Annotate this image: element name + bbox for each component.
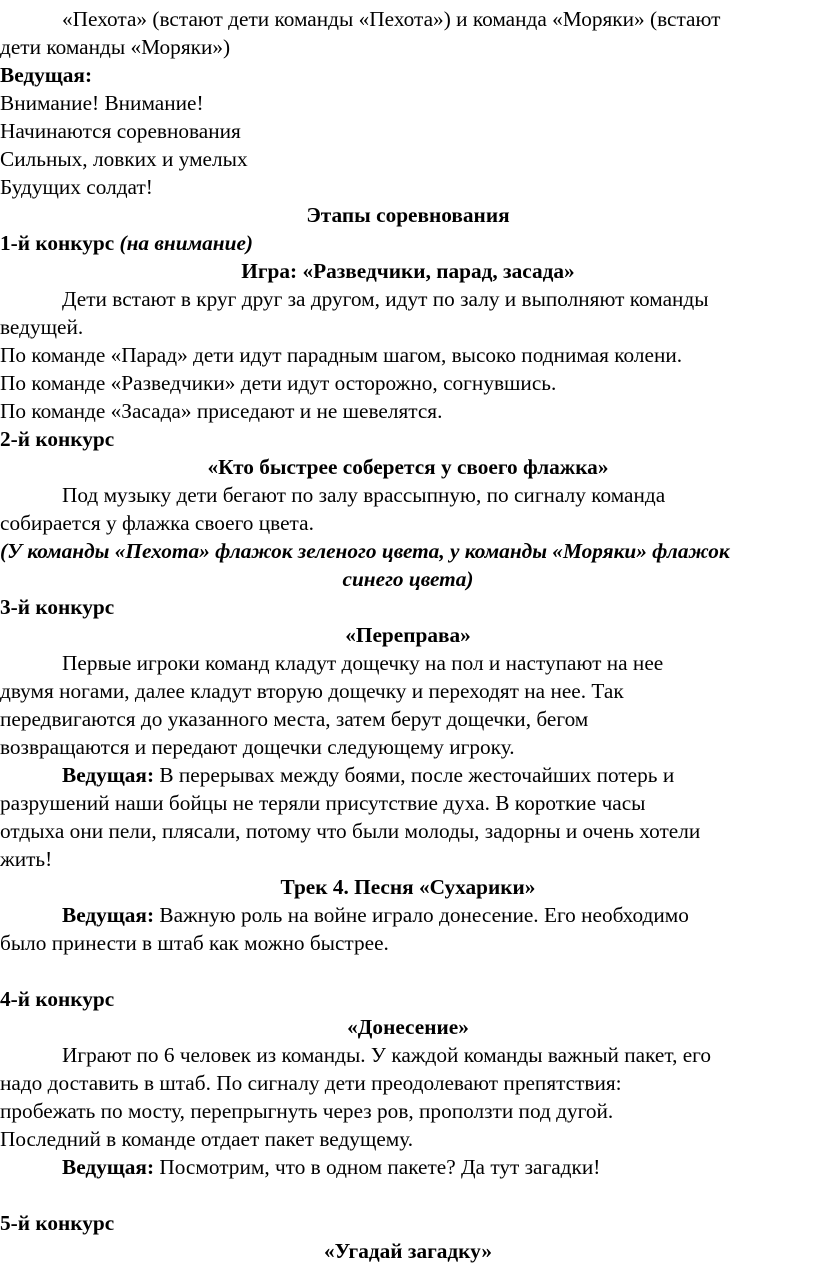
speaker-label: Ведущая: xyxy=(62,903,155,927)
section-heading: Этапы соревнования xyxy=(306,203,510,227)
speaker-text: Посмотрим, что в одном пакете? Да тут загадки! xyxy=(154,1155,601,1179)
contest-heading xyxy=(0,229,816,257)
paragraph-line: пробежать по мосту, перепрыгнуть через ров, проползти под дугой. xyxy=(0,1099,614,1123)
paragraph-line: Первые игроки команд кладут дощечку на пол и наступают на нее xyxy=(62,651,664,675)
game-title: «Донесение» xyxy=(347,1015,469,1039)
speaker-text: Важную роль на войне играло донесение. Его необходимо xyxy=(154,903,689,927)
game-title: Игра: «Разведчики, парад, засада» xyxy=(241,259,575,283)
verse-line: Сильных, ловких и умелых xyxy=(0,147,248,171)
verse-line: Внимание! Внимание! xyxy=(0,91,204,115)
contest-heading: 5-й конкурс xyxy=(0,1211,115,1235)
speaker-paragraph xyxy=(62,901,816,929)
contest-number: 1-й конкурс xyxy=(0,231,115,255)
note-line: (У команды «Пехота» флажок зеленого цвета, у команды «Моряки» флажок xyxy=(0,539,730,563)
paragraph-line: передвигаются до указанного места, затем берут дощечки, бегом xyxy=(0,707,589,731)
speaker-text: В перерывах между боями, после жесточайших потерь и xyxy=(154,763,675,787)
text-line: «Пехота» (встают дети команды «Пехота») и команда «Моряки» (встают xyxy=(62,7,721,31)
paragraph-line: двумя ногами, далее кладут вторую дощечку и переходят на нее. Так xyxy=(0,679,624,703)
verse-line: Начинаются соревнования xyxy=(0,119,241,143)
game-title: «Угадай загадку» xyxy=(324,1239,492,1263)
paragraph-line: По команде «Парад» дети идут парадным шагом, высоко поднимая колени. xyxy=(0,343,683,367)
text-line: дети команды «Моряки») xyxy=(0,35,231,59)
paragraph-line: собирается у флажка своего цвета. xyxy=(0,511,314,535)
track-title: Трек 4. Песня «Сухарики» xyxy=(280,875,536,899)
paragraph-line: Под музыку дети бегают по залу врассыпную, по сигналу команда xyxy=(62,483,666,507)
paragraph-line: надо доставить в штаб. По сигналу дети преодолевают препятствия: xyxy=(0,1071,622,1095)
speaker-label: Ведущая: xyxy=(0,63,93,87)
paragraph-line: ведущей. xyxy=(0,315,84,339)
paragraph-line: Дети встают в круг друг за другом, идут по залу и выполняют команды xyxy=(62,287,709,311)
speaker-label: Ведущая: xyxy=(62,1155,155,1179)
game-title: «Кто быстрее соберется у своего флажка» xyxy=(207,455,609,479)
verse-line: Будущих солдат! xyxy=(0,175,153,199)
paragraph-line: жить! xyxy=(0,847,53,871)
game-title: «Переправа» xyxy=(345,623,471,647)
paragraph-line: отдыха они пели, плясали, потому что были молоды, задорны и очень хотели xyxy=(0,819,701,843)
speaker-label: Ведущая: xyxy=(62,763,155,787)
paragraph-line: разрушений наши бойцы не теряли присутствие духа. В короткие часы xyxy=(0,791,646,815)
contest-note: (на внимание) xyxy=(119,231,254,255)
paragraph-line: было принести в штаб как можно быстрее. xyxy=(0,931,389,955)
contest-heading: 2-й конкурс xyxy=(0,427,115,451)
paragraph-line: По команде «Засада» приседают и не шевелятся. xyxy=(0,399,443,423)
speaker-paragraph xyxy=(62,1153,816,1181)
paragraph-line: Играют по 6 человек из команды. У каждой команды важный пакет, его xyxy=(62,1043,712,1067)
note-line: синего цвета) xyxy=(342,567,474,591)
paragraph-line: Последний в команде отдает пакет ведущему. xyxy=(0,1127,414,1151)
speaker-paragraph xyxy=(62,761,816,789)
contest-heading: 3-й конкурс xyxy=(0,595,115,619)
paragraph-line: возвращаются и передают дощечки следующему игроку. xyxy=(0,735,515,759)
contest-heading: 4-й конкурс xyxy=(0,987,115,1011)
paragraph-line: По команде «Разведчики» дети идут осторожно, согнувшись. xyxy=(0,371,557,395)
